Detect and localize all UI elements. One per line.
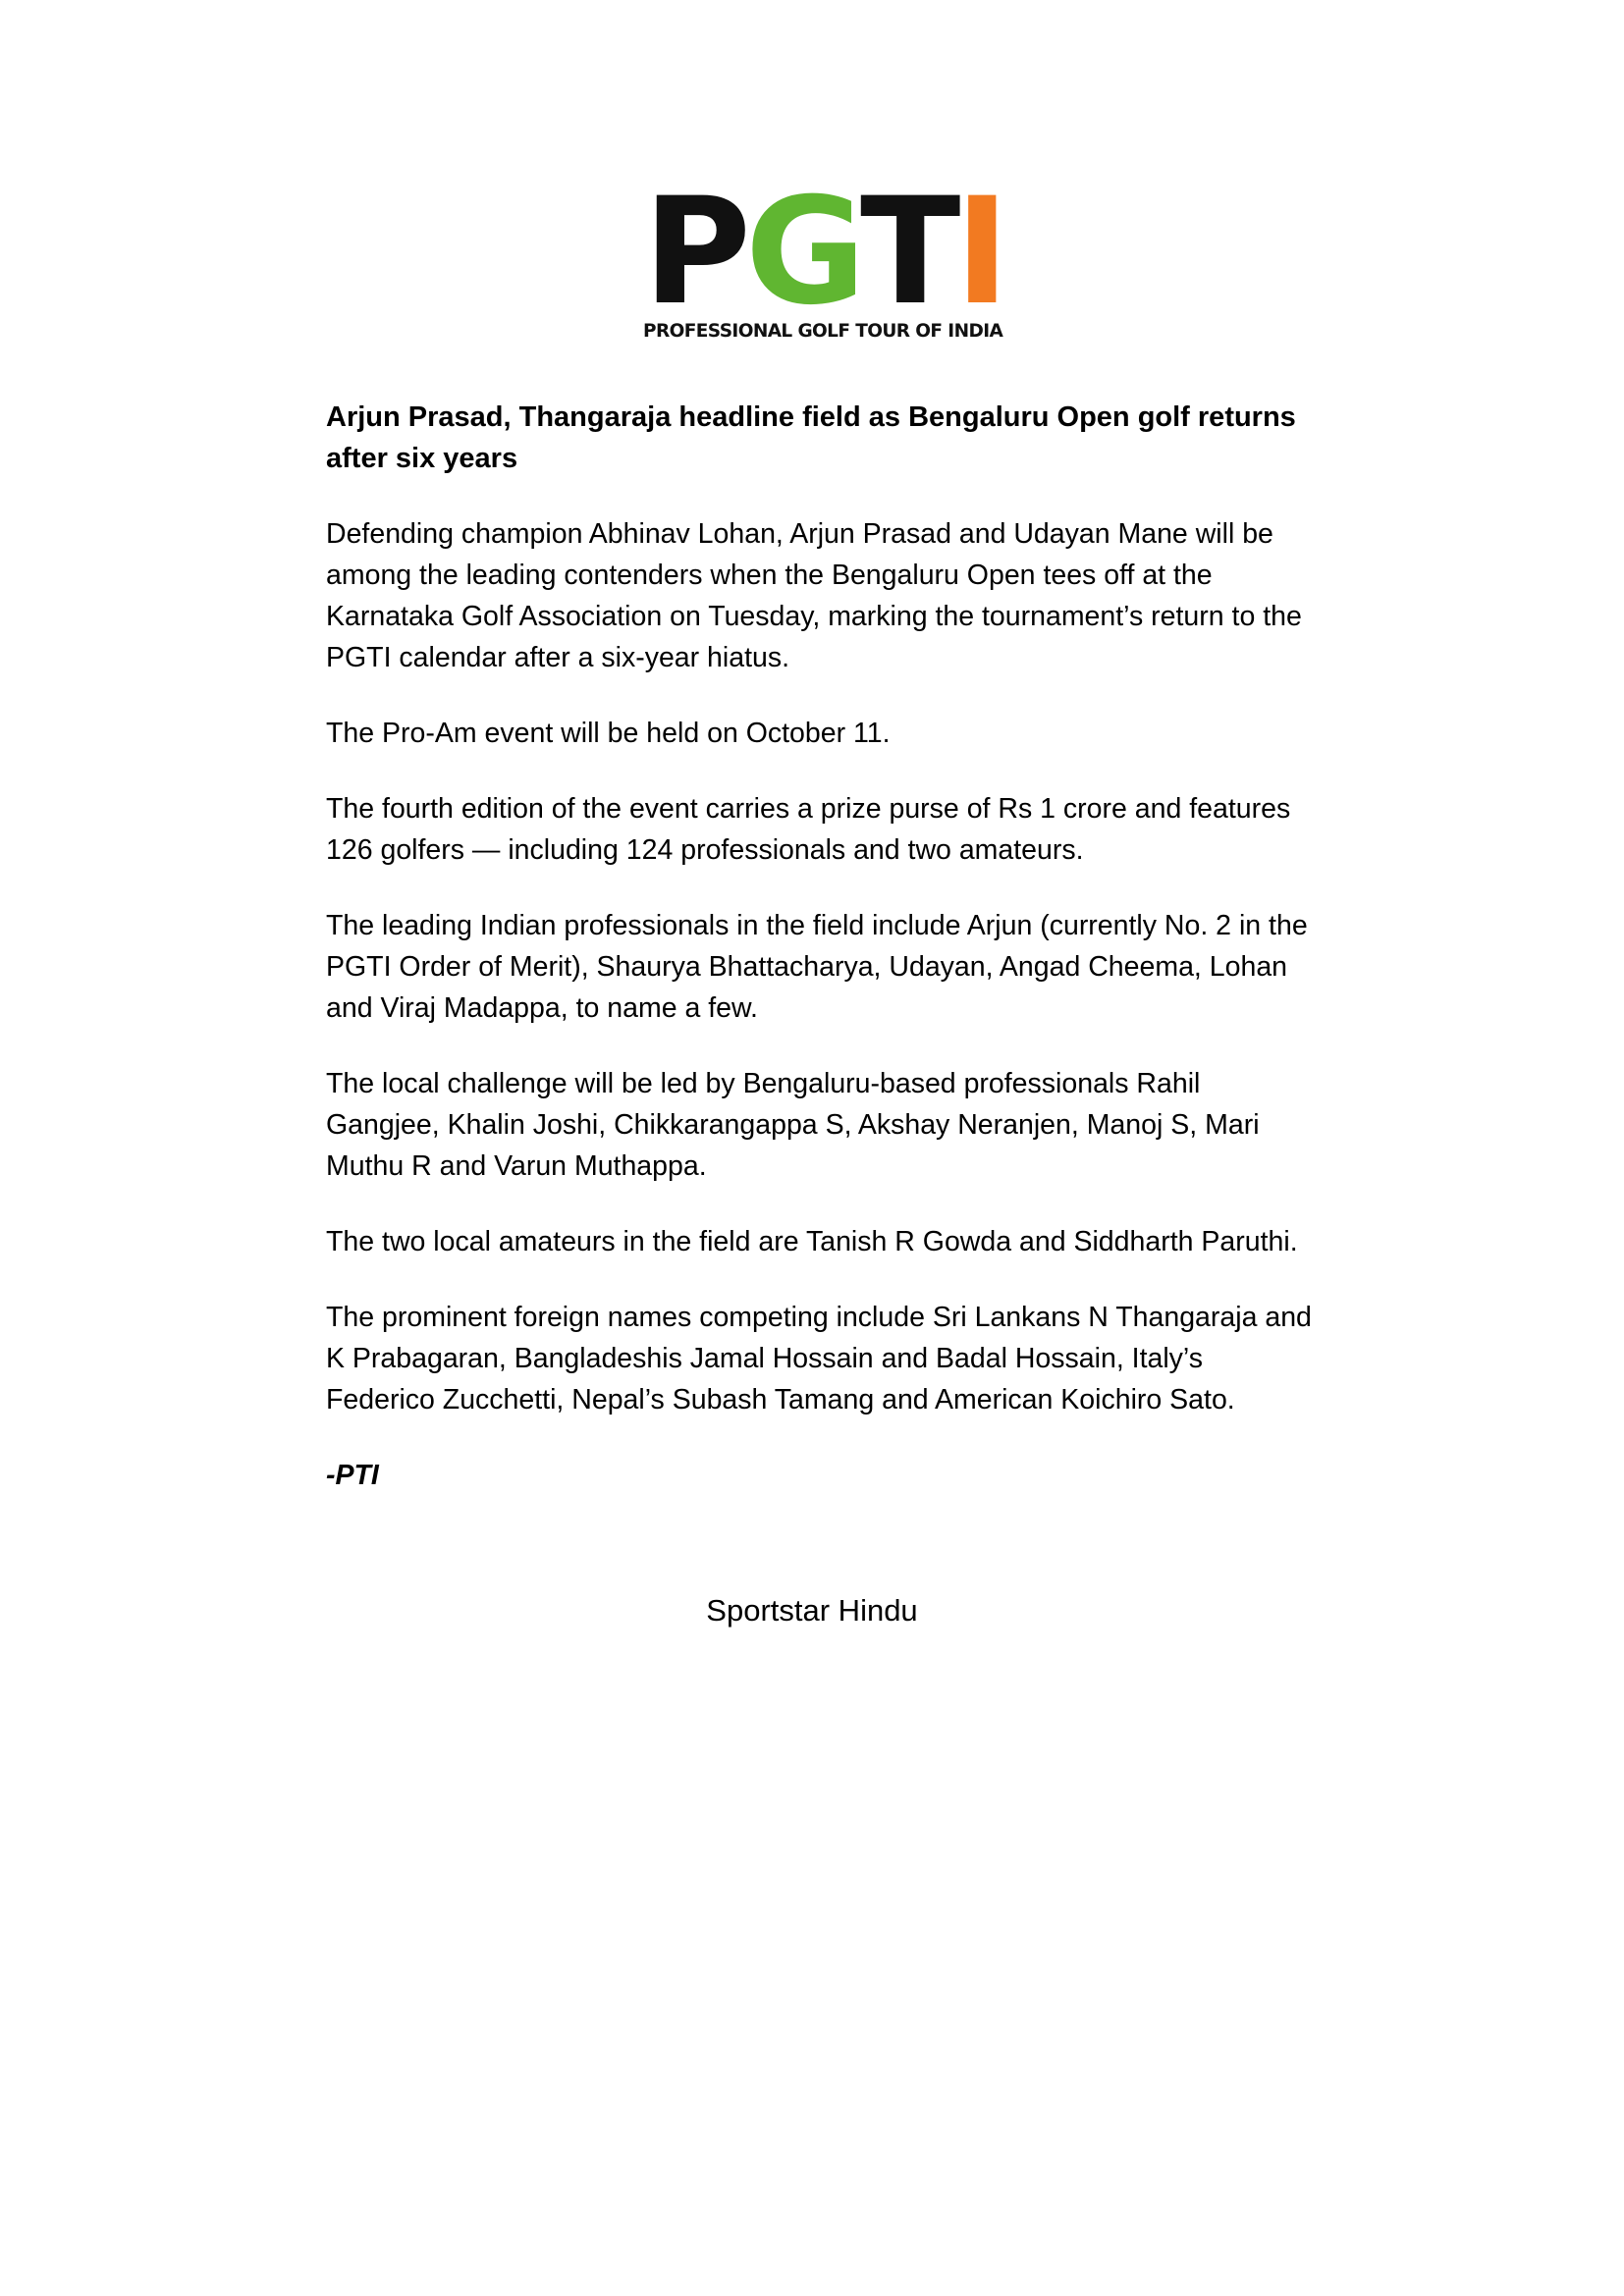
source-attribution: Sportstar Hindu [706,1593,918,1628]
article [326,397,1318,1496]
logo-letter-t: T [860,167,955,338]
article-paragraph: The Pro-Am event will be held on October 11. [326,718,891,749]
logo-letter-g: G [744,167,861,338]
article-paragraph: Defending champion Abhinav Lohan, Arjun Prasad and Udayan Mane will be among the leading contenders when the Bengaluru Open tees off at the Karnataka Golf Association on Tuesday, marking the tournament’s return to the PGTI calendar after a six-year hiatus. [326,518,1302,673]
logo-letter-i: I [954,167,1004,338]
article-paragraph: The fourth edition of the event carries a prize purse of Rs 1 crore and features 126 golfers — including 124 professionals and two amateurs. [326,793,1291,866]
article-paragraph: The leading Indian professionals in the field include Arjun (currently No. 2 in the PGTI Order of Merit), Shaurya Bhattacharya, Udayan, Angad Cheema, Lohan and Viraj Madappa, to name a few. [326,910,1308,1024]
logo-tagline: PROFESSIONAL GOLF TOUR OF INDIA [643,321,1003,342]
article-paragraph: The two local amateurs in the field are Tanish R Gowda and Siddharth Paruthi. [326,1226,1298,1257]
logo-letter-p: P [643,167,745,338]
pgti-logo [643,167,1004,351]
article-credit: -PTI [326,1460,379,1491]
article-paragraph: The local challenge will be led by Bengaluru-based professionals Rahil Gangjee, Khalin Joshi, Chikkarangappa S, Akshay Neranjen, Manoj S, Mari Muthu R and Varun Muthappa. [326,1068,1260,1182]
article-headline: Arjun Prasad, Thangaraja headline field as Bengaluru Open golf returns after six years [326,401,1296,474]
article-paragraph: The prominent foreign names competing include Sri Lankans N Thangaraja and K Prabagaran, Bangladeshis Jamal Hossain and Badal Hossain, Italy’s Federico Zucchetti, Nepal’s Subash Tamang and American Koichiro Sato. [326,1302,1312,1415]
